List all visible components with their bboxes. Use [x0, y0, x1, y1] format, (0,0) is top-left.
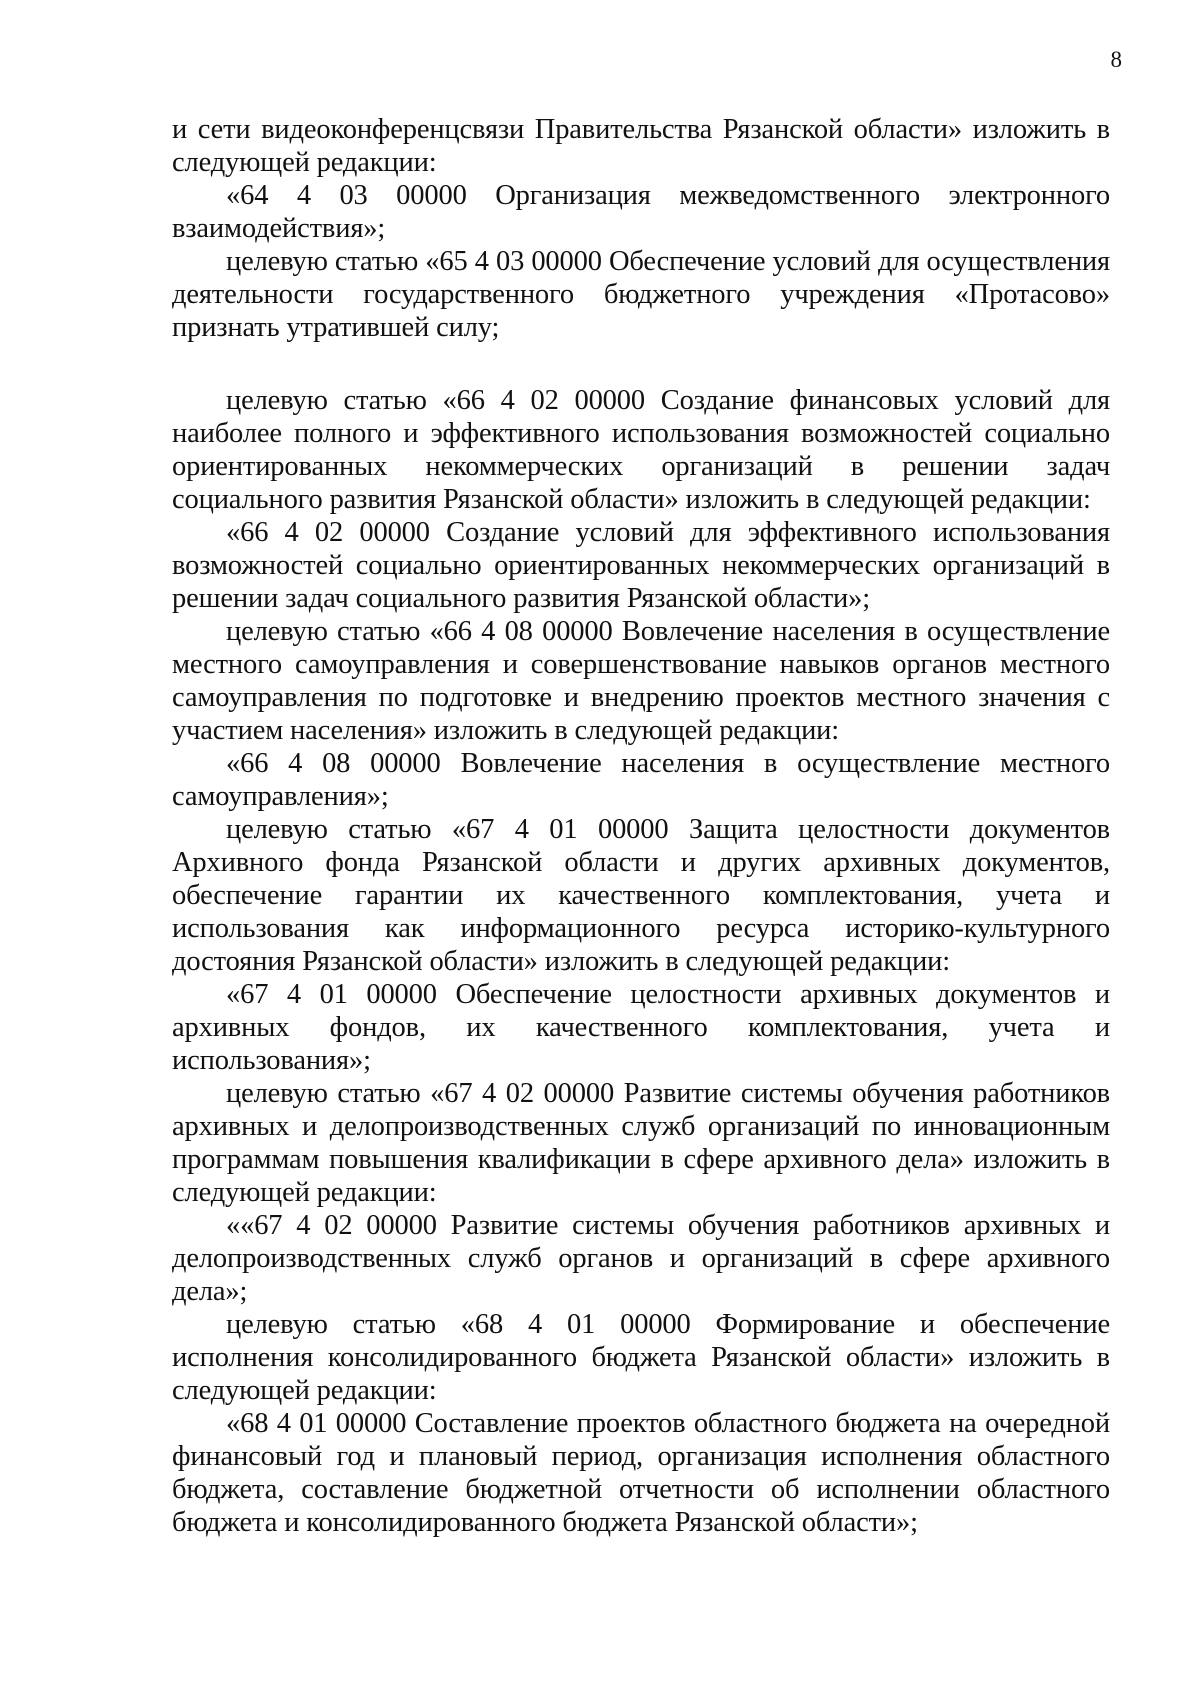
page-number: 8 — [1110, 47, 1122, 72]
paragraph-article-66-408: целевую статью «66 4 08 00000 Вовлечение населения в осуществление местного самоуправления и совершенствование навыков органов местного самоуправления по подготовке и внедрению проектов местного значения с участием населения» изложить в следующей редакции: — [172, 616, 1110, 746]
document-body — [172, 113, 1110, 1539]
paragraph-article-67-401: целевую статью «67 4 01 00000 Защита целостности документов Архивного фонда Рязанской области и других архивных документов, обеспечение гарантии их качественного комплектования, учета и использования как информационного ресурса историко-культурного достояния Рязанской области» изложить в следующей редакции: — [172, 814, 1110, 977]
paragraph-article-65: целевую статью «65 4 03 00000 Обеспечение условий для осуществления деятельности государственного бюджетного учреждения «Протасово» признать утратившей силу; — [172, 246, 1110, 343]
paragraph-quote-66-408: «66 4 08 00000 Вовлечение населения в осуществление местного самоуправления»; — [172, 748, 1110, 812]
paragraph-article-68-401: целевую статью «68 4 01 00000 Формирование и обеспечение исполнения консолидированного бюджета Рязанской области» изложить в следующей редакции: — [172, 1309, 1110, 1406]
paragraph-article-66-402: целевую статью «66 4 02 00000 Создание финансовых условий для наиболее полного и эффективного использования возможностей социально ориентированных некоммерческих организаций в решении задач социального развития Рязанской области» изложить в следующей редакции: — [172, 385, 1110, 515]
paragraph-quote-66-402: «66 4 02 00000 Создание условий для эффективного использования возможностей социально ориентированных некоммерческих организаций в решении задач социального развития Рязанской области»; — [172, 517, 1110, 614]
paragraph-quote-67-401: «67 4 01 00000 Обеспечение целостности архивных документов и архивных фондов, их качественного комплектования, учета и использования»; — [172, 979, 1110, 1076]
paragraph-quote-64: «64 4 03 00000 Организация межведомственного электронного взаимодействия»; — [172, 180, 1110, 244]
paragraph-quote-68-401: «68 4 01 00000 Составление проектов областного бюджета на очередной финансовый год и плановый период, организация исполнения областного бюджета, составление бюджетной отчетности об исполнении областного бюджета и консолидированного бюджета Рязанской области»; — [172, 1408, 1110, 1538]
paragraph-quote-67-402: ««67 4 02 00000 Развитие системы обучения работников архивных и делопроизводственных служб органов и организаций в сфере архивного дела»; — [172, 1210, 1110, 1307]
paragraph-article-67-402: целевую статью «67 4 02 00000 Развитие системы обучения работников архивных и делопроизводственных служб организаций по инновационным программам повышения квалификации в сфере архивного дела» изложить в следующей редакции: — [172, 1078, 1110, 1208]
paragraph-continuation: и сети видеоконференцсвязи Правительства Рязанской области» изложить в следующей редакции: — [172, 114, 1110, 178]
